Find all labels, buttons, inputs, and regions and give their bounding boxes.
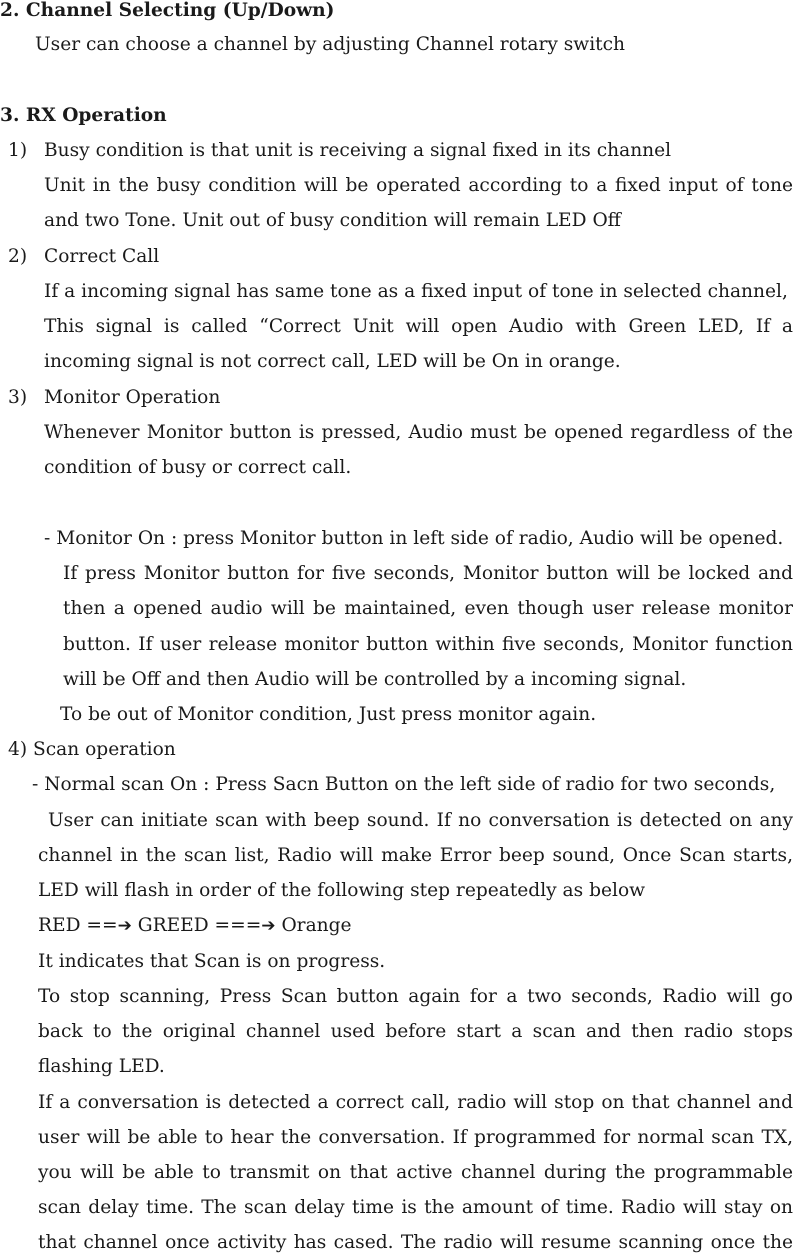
section-3-heading: 3. RX Operation (0, 105, 167, 126)
scan-progress-line: It indicates that Scan is on progress. (38, 951, 386, 972)
scan-on-line: - Normal scan On : Press Sacn Button on the left side of radio for two seconds, (32, 774, 776, 795)
item-3-line: Whenever Monitor button is pressed, Audio must be opened regardless of the (44, 422, 793, 443)
arrow-right-icon: ➔ (117, 916, 132, 936)
item-2-label: 2) (8, 246, 28, 267)
item-1-line: Unit in the busy condition will be operated according to a fixed input of tone (44, 175, 793, 196)
scan-line: channel in the scan list, Radio will make Error beep sound, Once Scan starts, (38, 845, 793, 866)
led-green-text: GREED === (131, 915, 262, 936)
scan-correct-call-line: If a conversation is detected a correct call, radio will stop on that channel and (38, 1092, 793, 1113)
monitor-on-line: - Monitor On : press Monitor button in left side of radio, Audio will be opened. (44, 528, 784, 549)
scan-stop-line: flashing LED. (38, 1056, 165, 1077)
section-2-body: User can choose a channel by adjusting Channel rotary switch (35, 34, 626, 55)
scan-stop-line: back to the original channel used before start a scan and then radio stops (38, 1021, 793, 1042)
scan-line: LED will flash in order of the following step repeatedly as below (38, 880, 646, 901)
item-2-line: incoming signal is not correct call, LED will be On in orange. (44, 351, 621, 372)
monitor-line: will be Off and then Audio will be controlled by a incoming signal. (63, 669, 687, 690)
scan-correct-call-line: scan delay time. The scan delay time is the amount of time. Radio will stay on (38, 1197, 793, 1218)
item-1-title: Busy condition is that unit is receiving a signal fixed in its channel (44, 140, 672, 161)
item-1-line: and two Tone. Unit out of busy condition will remain LED Off (44, 210, 621, 231)
item-3-line: condition of busy or correct call. (44, 457, 352, 478)
monitor-exit-line: To be out of Monitor condition, Just press monitor again. (60, 704, 597, 725)
monitor-line: then a opened audio will be maintained, even though user release monitor (63, 598, 793, 619)
item-2-line: If a incoming signal has same tone as a fixed input of tone in selected channel, (44, 281, 788, 302)
monitor-line: If press Monitor button for five seconds, Monitor button will be locked and (63, 563, 793, 584)
item-3-title: Monitor Operation (44, 387, 221, 408)
led-red-text: RED == (38, 915, 118, 936)
scan-correct-call-line: user will be able to hear the conversation. If programmed for normal scan TX, (38, 1127, 793, 1148)
scan-stop-line: To stop scanning, Press Scan button again for a two seconds, Radio will go (38, 986, 793, 1007)
scan-line: User can initiate scan with beep sound. If no conversation is detected on any (48, 810, 793, 831)
led-orange-text: Orange (275, 915, 352, 936)
item-2-title: Correct Call (44, 246, 160, 267)
led-sequence (38, 915, 352, 937)
item-3-label: 3) (8, 387, 28, 408)
arrow-right-icon: ➔ (261, 916, 276, 936)
section-2-heading: 2. Channel Selecting (Up/Down) (0, 0, 335, 21)
monitor-line: button. If user release monitor button within five seconds, Monitor function (63, 634, 793, 655)
scan-correct-call-line: that channel once activity has cased. The radio will resume scanning once the (38, 1232, 793, 1253)
item-1-label: 1) (8, 140, 28, 161)
scan-correct-call-line: you will be able to transmit on that active channel during the programmable (38, 1162, 793, 1183)
item-4-title: 4) Scan operation (8, 739, 176, 760)
item-2-line: This signal is called “Correct Unit will open Audio with Green LED, If a (44, 316, 793, 337)
